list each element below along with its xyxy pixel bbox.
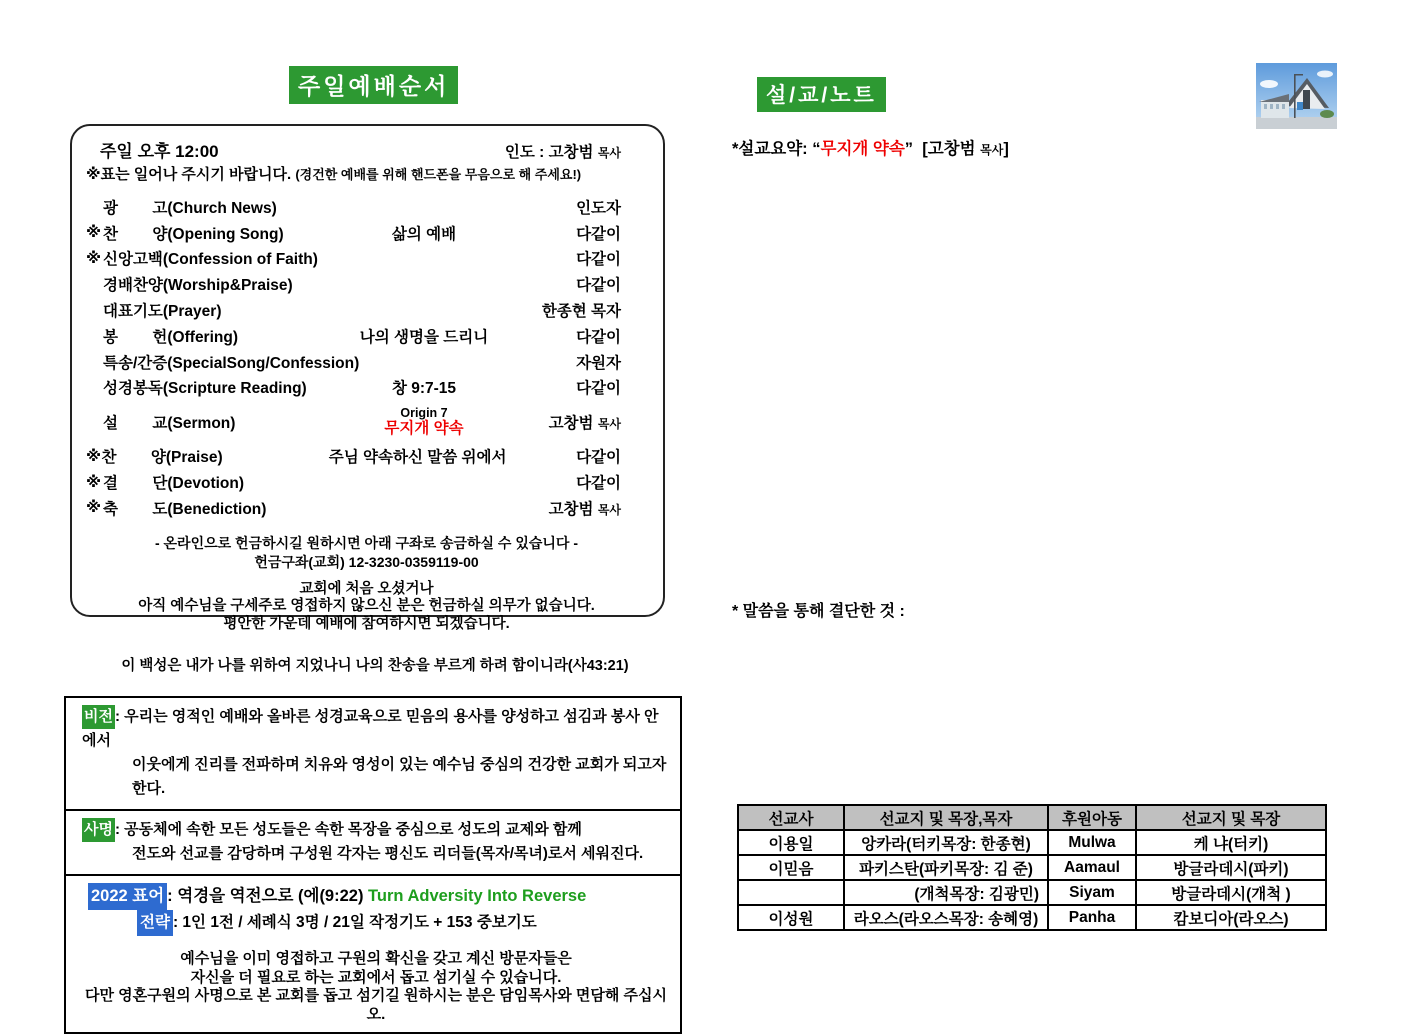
decision-prompt: * 말씀을 통해 결단한 것 : (732, 603, 905, 620)
worship-row (86, 271, 647, 297)
leader-name: 인도 : 고창범 (504, 144, 594, 161)
stand-marker: ※ (86, 249, 102, 267)
missionary-name: 이성원 (738, 905, 844, 930)
child-name: Aamaul (1048, 855, 1136, 880)
first-visit-note (86, 581, 647, 634)
sermon-series-note: Origin 7 (400, 405, 448, 420)
sermon-note-title: 설/교/노트 (757, 77, 886, 112)
item-label: 설 교(Sermon) (103, 414, 236, 432)
table-row (738, 880, 1326, 905)
child-name: Siyam (1048, 880, 1136, 905)
table-row (738, 855, 1326, 880)
item-person: 다같이 (576, 251, 621, 269)
child-name: Mulwa (1048, 830, 1136, 855)
worship-row (86, 469, 647, 495)
stand-marker: ※ (86, 224, 102, 242)
item-person: 다같이 (576, 449, 621, 467)
col-field: 선교지 및 목장 (1136, 805, 1326, 830)
slogan-text: 역경을 역전으로 (에(9:22) (177, 887, 369, 905)
child-field: 방글라데시(파키) (1136, 855, 1326, 880)
stand-marker: ※ (86, 499, 102, 517)
worship-box-header (86, 137, 647, 163)
item-detail: 삶의 예배 (391, 225, 457, 243)
item-label: 봉 헌(Offering) (103, 328, 238, 346)
missionary-name (738, 880, 844, 905)
worship-row (86, 194, 647, 220)
child-field: 케 냐(터키) (1136, 830, 1326, 855)
child-field: 방글라데시(개척 ) (1136, 880, 1326, 905)
item-label: 성경봉독(Scripture Reading) (103, 380, 307, 398)
item-label: 광 고(Church News) (103, 199, 277, 217)
table-header-row (738, 805, 1326, 830)
slogan-label: 2022 표어 (88, 883, 167, 910)
child-name: Panha (1048, 905, 1136, 930)
worship-row (86, 220, 647, 246)
sermon-title-in-order: 무지개 약속 (384, 420, 464, 438)
visitor-note (82, 950, 670, 1024)
vision-section (66, 698, 680, 809)
table-row (738, 905, 1326, 930)
item-label: 신앙고백(Confession of Faith) (103, 251, 318, 269)
slogan-line (82, 883, 670, 910)
sermon-summary-end: ] (1003, 140, 1009, 158)
sermon-summary-prefix: *설교요약: “ (732, 140, 821, 158)
church-photo (1255, 62, 1338, 130)
worship-order-title: 주일예배순서 (289, 66, 458, 104)
visitor-line: 자신을 더 필요로 하는 교회에서 돕고 섬기실 수 있습니다. (190, 968, 562, 986)
worship-row (86, 323, 647, 349)
item-person: 다같이 (576, 328, 621, 346)
worship-row (86, 246, 647, 272)
sermon-summary-line (732, 135, 1009, 159)
slogan-section (66, 874, 680, 1032)
item-person (495, 497, 647, 519)
bible-verse: 이 백성은 내가 나를 위하여 지었나니 나의 찬송을 부르게 하려 함이니라(사43:21) (121, 658, 629, 674)
worship-row (86, 443, 647, 469)
vision-text-line1: 우리는 영적인 예배와 올바른 성경교육으로 믿음의 용사를 양성하고 섬김과 봉사 안에서 (82, 708, 659, 749)
sermon-title-text: 무지개 약속 (820, 140, 905, 158)
field-pastor: (개척목장: 김광민) (844, 880, 1048, 905)
missionary-name: 이믿음 (738, 855, 844, 880)
item-label: 찬 양(Opening Song) (103, 225, 284, 243)
item-person (495, 411, 647, 433)
welcome-line: 평안한 가운데 예배에 참여하시면 되겠습니다. (223, 615, 510, 632)
item-person: 한종현 목자 (541, 303, 621, 321)
offering-instruction: - 온라인으로 헌금하시길 원하시면 아래 구좌로 송금하실 수 있습니다 - (154, 534, 578, 551)
welcome-line: 교회에 처음 오셨거나 (299, 580, 434, 597)
table-row (738, 830, 1326, 855)
worship-row (86, 495, 647, 521)
item-label: 경배찬양(Worship&Praise) (103, 277, 293, 295)
online-offering-note (86, 534, 647, 572)
item-label: 축 도(Benediction) (103, 500, 267, 518)
offering-account: 헌금구좌(교회) 12-3230-0359119-00 (254, 553, 479, 570)
visitor-line: 예수님을 이미 영접하고 구원의 확신을 갖고 계신 방문자들은 (180, 950, 572, 967)
sermon-center (353, 406, 495, 438)
item-label: 찬 양(Praise) (101, 449, 223, 467)
person-name: 고창범 (548, 500, 598, 518)
vision-label: 비전 (82, 705, 115, 729)
strategy-label: 전략 (137, 910, 173, 936)
sermon-summary-mid: ” [고창범 (904, 140, 981, 158)
person-name: 고창범 (548, 414, 598, 432)
colon: : (114, 821, 125, 838)
item-person: 자원자 (576, 354, 621, 372)
service-leader (505, 140, 647, 162)
item-person: 다같이 (576, 380, 621, 398)
mission-section (66, 809, 680, 874)
worship-order-box (70, 124, 665, 632)
item-label: 결 단(Devotion) (103, 475, 245, 493)
stand-marker: ※ (86, 447, 102, 465)
child-field: 캄보디아(라오스) (1136, 905, 1326, 930)
worship-row (86, 349, 647, 375)
item-detail: 주님 약속하신 말씀 위에서 (328, 449, 507, 467)
item-label: 특송/간증(SpecialSong/Confession) (103, 354, 360, 372)
stand-marker: ※ (86, 473, 102, 491)
item-person: 다같이 (576, 277, 621, 295)
pastor-title-small: 목사 (980, 143, 1004, 157)
service-time: 주일 오후 12:00 (100, 142, 219, 161)
mission-text-line2: 전도와 선교를 감당하며 구성원 각자는 평신도 리더들(목자/목녀)로서 세워진다. (132, 845, 644, 862)
vision-text-line2: 이웃에게 진리를 전파하며 치유와 영성이 있는 예수님 중심의 건강한 교회가 되고자 한다. (132, 756, 667, 797)
colon: : (114, 708, 125, 725)
item-person: 다같이 (576, 475, 621, 493)
phone-silent-notice: (경건한 예배를 위해 핸드폰을 무음으로 해 주세요!) (295, 167, 582, 182)
person-title-small: 목사 (597, 502, 621, 517)
person-title-small: 목사 (597, 416, 621, 431)
worship-row (86, 297, 647, 323)
colon: : (172, 914, 183, 931)
stand-notice (86, 163, 647, 187)
leader-title-small: 목사 (597, 146, 621, 160)
col-field-pastor: 선교지 및 목장,목자 (844, 805, 1048, 830)
strategy-line (82, 910, 670, 936)
item-detail: 창 9:7-15 (391, 380, 457, 398)
mission-label: 사명 (82, 818, 115, 842)
slogan-english: Turn Adversity Into Reverse (368, 887, 587, 905)
field-pastor: 파키스탄(파키목장: 김 준) (844, 855, 1048, 880)
item-detail: 나의 생명을 드리니 (359, 328, 489, 346)
missionary-name: 이용일 (738, 830, 844, 855)
welcome-line: 아직 예수님을 구세주로 영접하지 않으신 분은 헌금하실 의무가 없습니다. (138, 598, 595, 615)
church-info-boxes (64, 696, 682, 1034)
field-pastor: 라오스(라오스목장: 송혜영) (844, 905, 1048, 930)
missionary-table (737, 804, 1327, 931)
strategy-text: 1인 1전 / 세례식 3명 / 21일 작정기도 + 153 중보기도 (182, 914, 537, 931)
colon: : (167, 887, 178, 905)
field-pastor: 앙카라(터키목장: 한종현) (844, 830, 1048, 855)
visitor-line: 다만 영혼구원의 사명으로 본 교회를 돕고 섬기길 원하시는 분은 담임목사와 면담해 주십시오. (85, 987, 667, 1023)
item-person: 인도자 (576, 199, 621, 217)
col-missionary: 선교사 (738, 805, 844, 830)
item-label: 대표기도(Prayer) (103, 303, 222, 321)
col-sponsored-child: 후원아동 (1048, 805, 1136, 830)
stand-notice-text: ※표는 일어나 주시기 바랍니다. (86, 166, 296, 183)
worship-row (86, 375, 647, 401)
mission-text-line1: 공동체에 속한 모든 성도들은 속한 목장을 중심으로 성도의 교제와 함께 (124, 821, 582, 838)
worship-row-sermon (86, 400, 647, 443)
worship-order-rows (86, 194, 647, 521)
item-person: 다같이 (576, 225, 621, 243)
church-building-illustration (1255, 62, 1338, 130)
